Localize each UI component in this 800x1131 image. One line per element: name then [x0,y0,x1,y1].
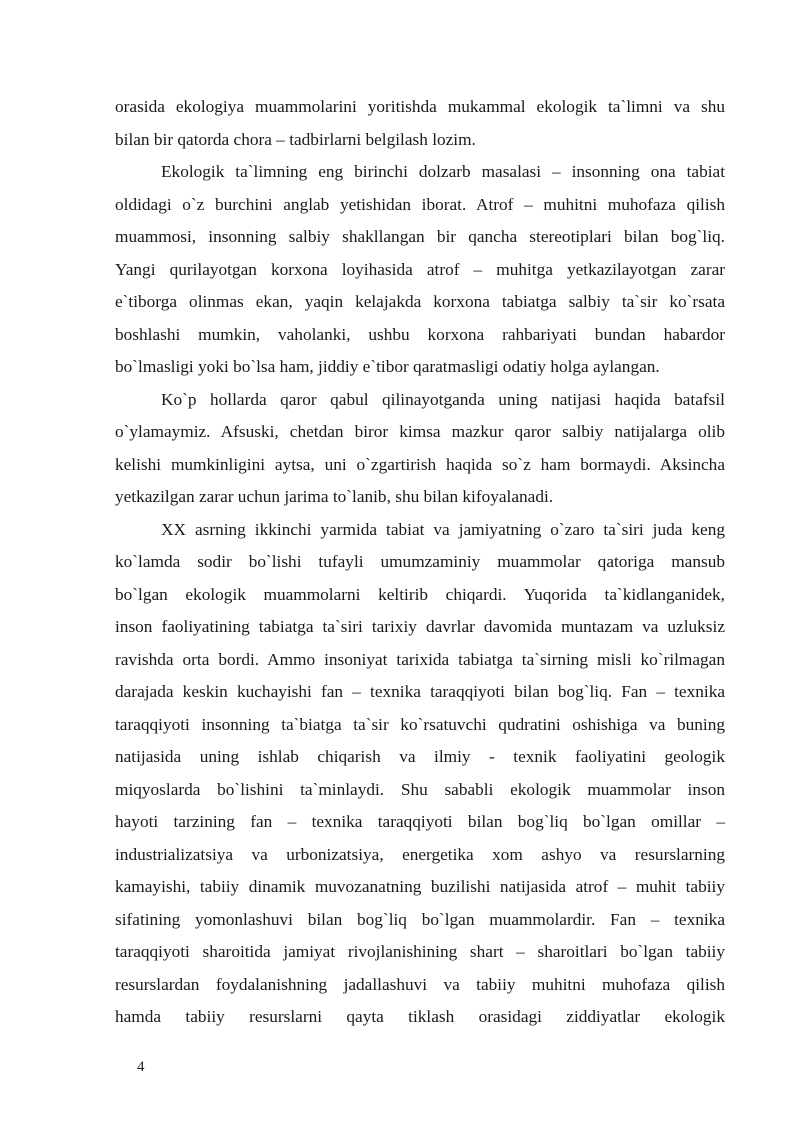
text-line: kamayishi, tabiiy dinamik muvozanatning buzilishi natijasida atrof – muhit tabiiy [115,877,725,896]
text-line: sifatining yomonlashuvi bilan bog`liq bo`lgan muammolardir. Fan – texnika [115,909,725,929]
text-line: Yangi qurilayotgan korxona loyihasida atrof – muhitga yetkazilayotgan zarar [115,259,725,279]
text-line: o`ylamaymiz. Afsuski, chetdan biror kimsa mazkur qaror salbiy natijalarga olib [115,422,725,441]
text-line: inson faoliyatining tabiatga ta`siri tarixiy davrlar davomida muntazam va uzluksiz [115,617,725,636]
paragraph-first-line: XX asrning ikkinchi yarmida tabiat va jamiyatning o`zaro ta`siri juda keng [161,519,725,539]
text-line: orasida ekologiya muammolarini yoritishda mukammal ekologik ta`limni va shu [115,97,725,116]
text-line: resurslardan foydalanishning jadallashuvi va tabiiy muhitni muhofaza qilish [115,974,725,994]
text-line: bo`lgan ekologik muammolarni keltirib chiqardi. Yuqorida ta`kidlanganidek, [115,584,725,604]
text-line: taraqqiyoti sharoitida jamiyat rivojlanishining shart – sharoitlari bo`lgan tabiiy [115,942,725,961]
text-line: muammosi, insonning salbiy shakllangan bir qancha stereotiplari bilan bog`liq. [115,227,725,246]
paragraph-first-line: Ekologik ta`limning eng birinchi dolzarb masalasi – insonning ona tabiat [161,162,725,181]
body-text [115,91,725,1034]
text-line: bilan bir qatorda chora – tadbirlarni belgilash lozim. [115,129,476,149]
text-line: yetkazilgan zarar uchun jarima to`lanib, shu bilan kifoyalanadi. [115,487,554,506]
text-line: bo`lmasligi yoki bo`lsa ham, jiddiy e`tibor qaratmasligi odatiy holga aylangan. [115,357,660,376]
text-line: hamda tabiiy resurslarni qayta tiklash orasidagi ziddiyatlar ekologik [115,1007,725,1026]
paragraph-first-line: Ko`p hollarda qaror qabul qilinayotganda uning natijasi haqida batafsil [161,389,725,409]
text-line: boshlashi mumkin, vaholanki, ushbu korxona rahbariyati bundan habardor [115,324,725,344]
text-line: ravishda orta bordi. Ammo insoniyat tarixida tabiatga ta`sirning misli ko`rilmagan [115,649,725,669]
text-line: ko`lamda sodir bo`lishi tufayli umumzaminiy muammolar qatoriga mansub [115,552,725,571]
text-line: natijasida uning ishlab chiqarish va ilmiy - texnik faoliyatini geologik [115,747,725,766]
text-line: taraqqiyoti insonning ta`biatga ta`sir ko`rsatuvchi qudratini oshishiga va buning [115,714,725,734]
text-line: industrializatsiya va urbonizatsiya, energetika xom ashyo va resurslarning [115,844,725,864]
text-line: e`tiborga olinmas ekan, yaqin kelajakda korxona tabiatga salbiy ta`sir ko`rsata [115,292,725,311]
text-line: oldidagi o`z burchini anglab yetishidan iborat. Atrof – muhitni muhofaza qilish [115,194,725,214]
page-number: 4 [137,1059,145,1075]
text-line: darajada keskin kuchayishi fan – texnika taraqqiyoti bilan bog`liq. Fan – texnika [115,682,725,701]
text-line: hayoti tarzining fan – texnika taraqqiyoti bilan bog`liq bo`lgan omillar – [115,812,725,831]
text-line: kelishi mumkinligini aytsa, uni o`zgartirish haqida so`z ham bormaydi. Aksincha [115,454,725,474]
text-line: miqyoslarda bo`lishini ta`minlaydi. Shu sababli ekologik muammolar inson [115,779,725,799]
